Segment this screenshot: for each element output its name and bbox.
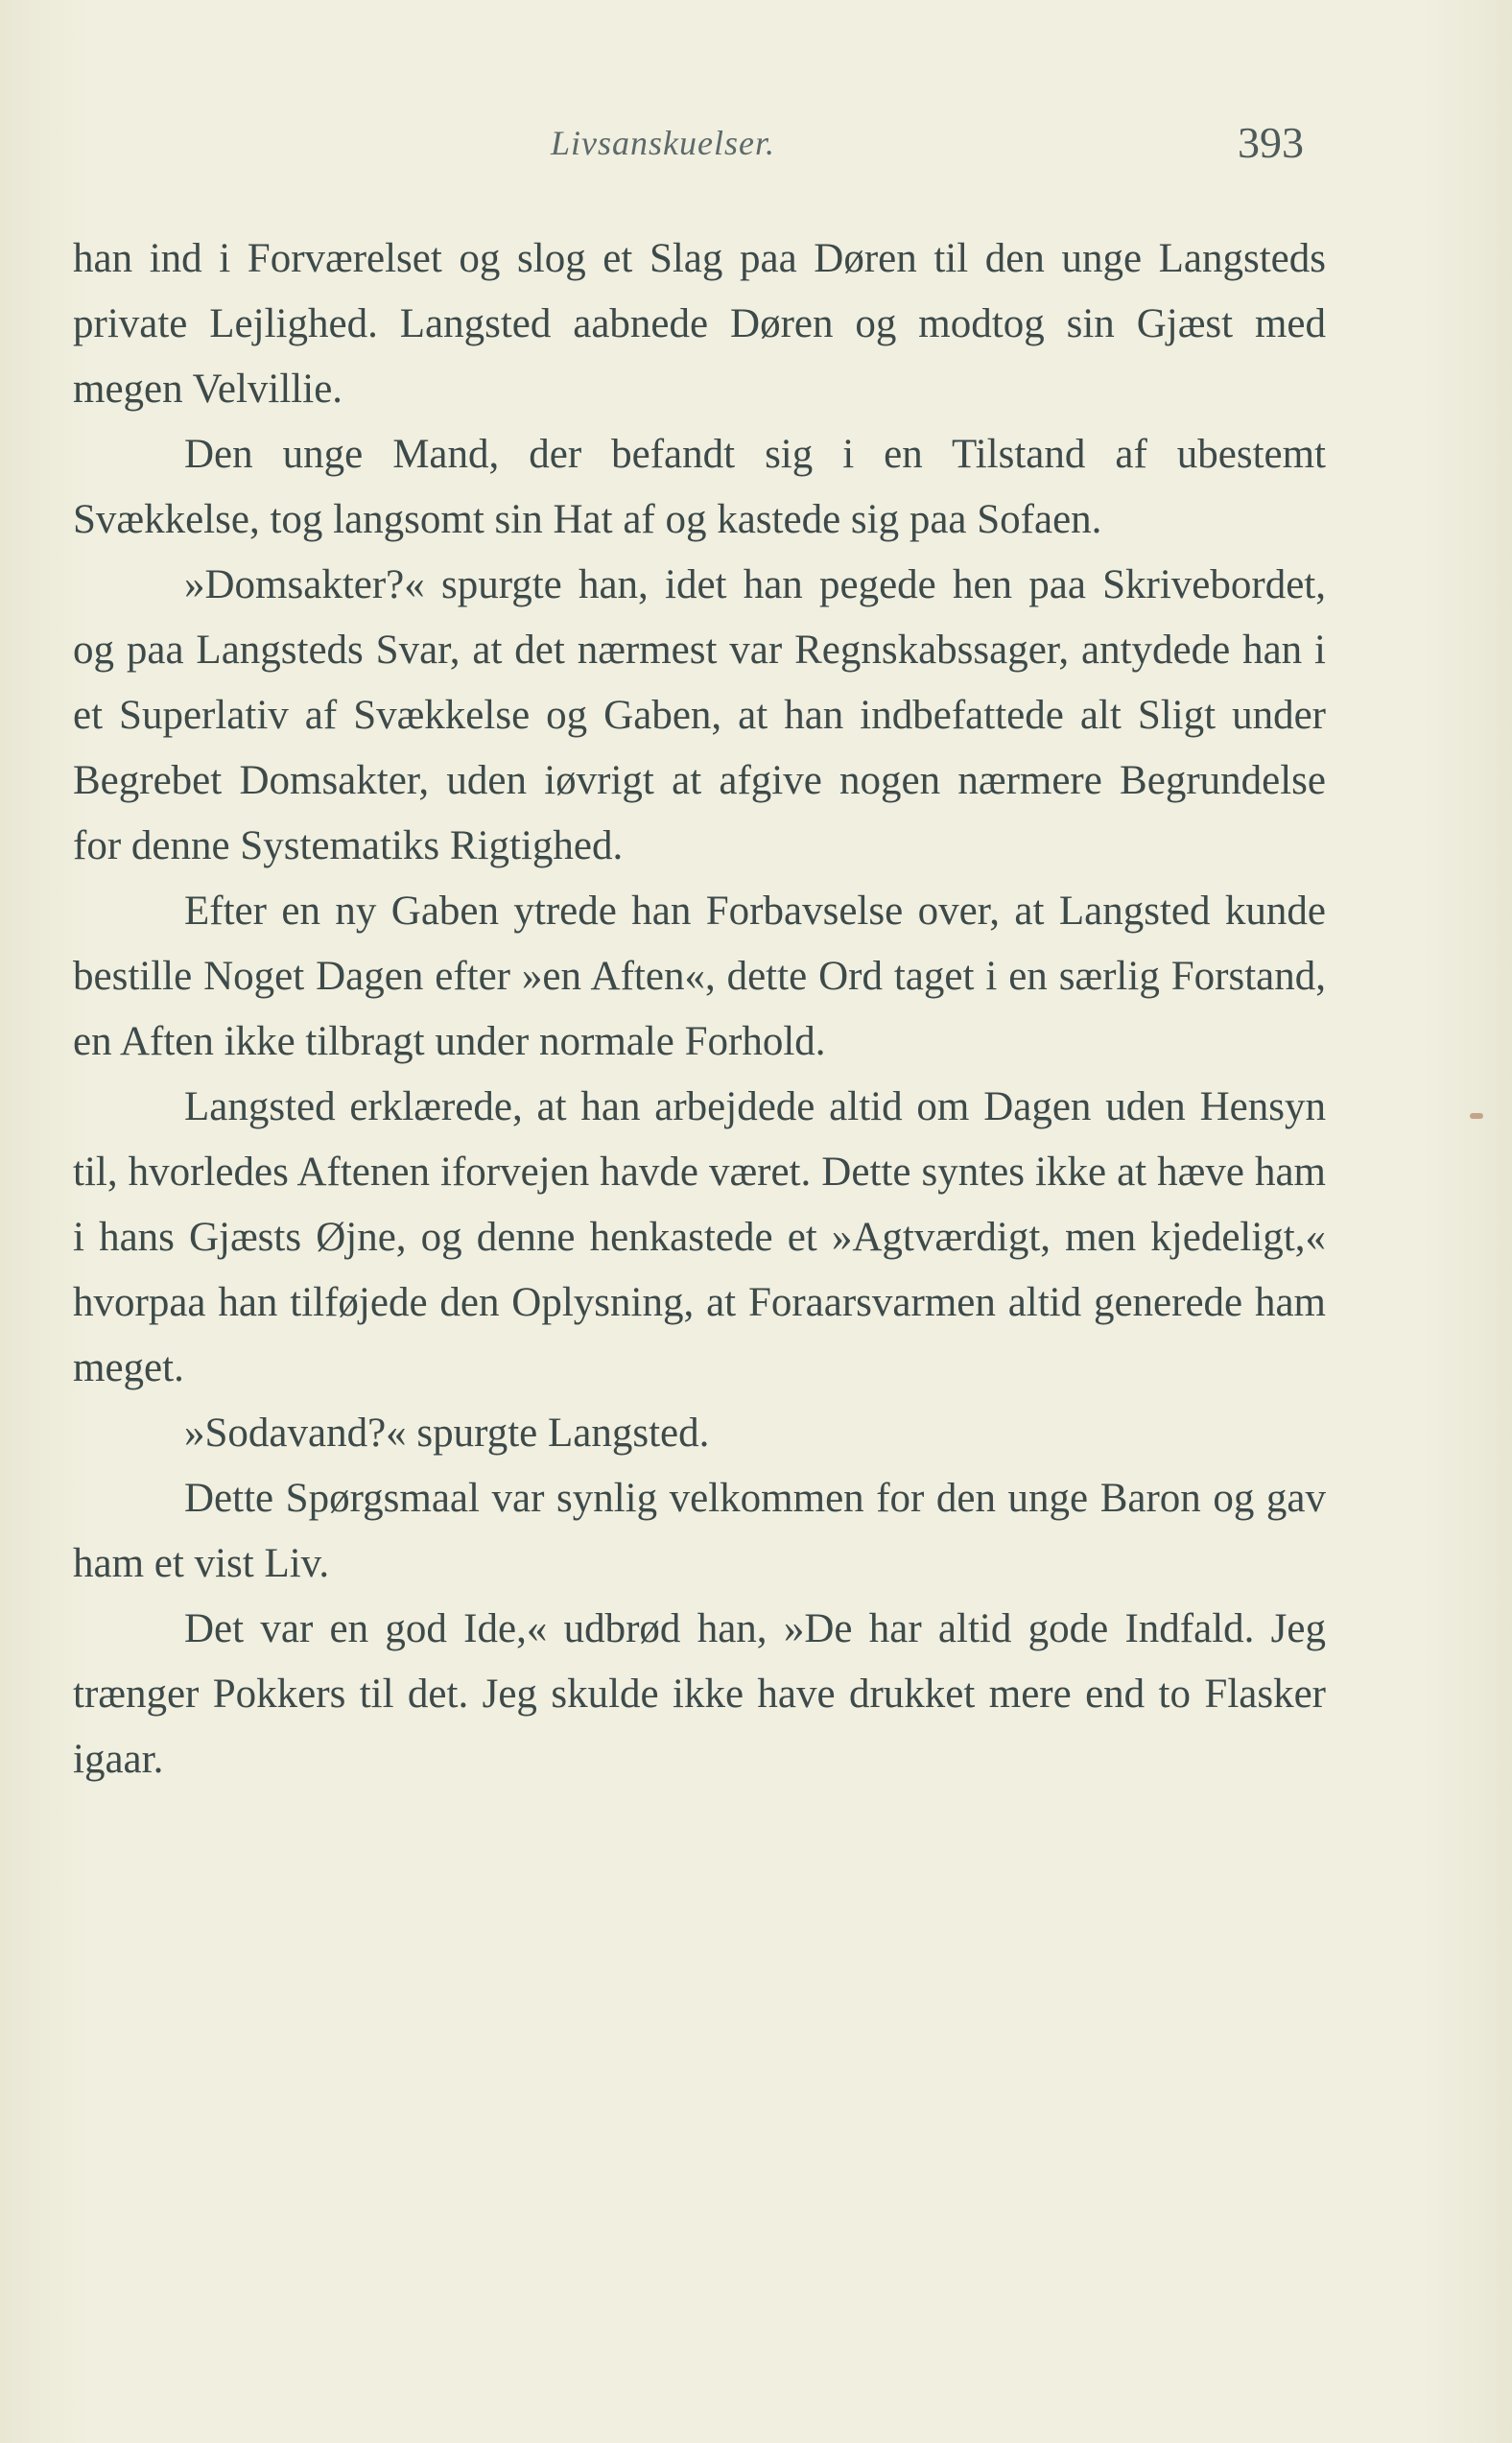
paragraph-6: »Sodavand?« spurgte Langsted. <box>184 1411 710 1456</box>
paragraph-7: Dette Spørgsmaal var synlig velkommen for den unge Baron og gav ham et vist Liv. <box>73 1476 1326 1586</box>
running-title: Livsanskuelser. <box>551 124 775 162</box>
paragraph-1: han ind i Forværelset og slog et Slag paa Døren til den unge Langsteds private Lejlighed. Langsted aabnede Døren og modtog sin Gjæst med megen Velvillie. <box>73 236 1326 412</box>
running-head <box>0 113 1512 180</box>
paragraph-5: Langsted erklærede, at han arbejdede altid om Dagen uden Hensyn til, hvorledes Aftenen iforvejen havde været. Dette syntes ikke at hæve ham i hans Gjæsts Øjne, og denne henkastede et »Agtværdigt, men kjedeligt,« hvorpaa han tilføjede den Oplysning, at Foraarsvarmen altid generede ham meget. <box>73 1084 1326 1390</box>
paragraph-2: Den unge Mand, der befandt sig i en Tilstand af ubestemt Svækkelse, tog langsomt sin Hat af og kastede sig paa Sofaen. <box>73 432 1326 542</box>
paper-speck <box>1470 1113 1483 1119</box>
paragraph-4: Efter en ny Gaben ytrede han Forbavselse over, at Langsted kunde bestille Noget Dagen efter »en Aften«, dette Ord taget i en særlig Forstand, en Aften ikke tilbragt under normale Forhold. <box>73 889 1326 1064</box>
paragraph-3: »Domsakter?« spurgte han, idet han pegede hen paa Skrivebordet, og paa Langsteds Svar, at det nærmest var Regnskabssager, antydede han i et Superlativ af Svækkelse og Gaben, at han indbefattede alt Sligt under Begrebet Domsakter, uden iøvrigt at afgive nogen nærmere Begrundelse for denne Systematiks Rigtighed. <box>73 562 1326 868</box>
body-text <box>73 226 1326 1792</box>
page-number: 393 <box>1238 118 1304 167</box>
paragraph-8: Det var en god Ide,« udbrød han, »De har altid gode Indfald. Jeg trænger Pokkers til det. Jeg skulde ikke have drukket mere end to Flasker igaar. <box>73 1606 1326 1782</box>
